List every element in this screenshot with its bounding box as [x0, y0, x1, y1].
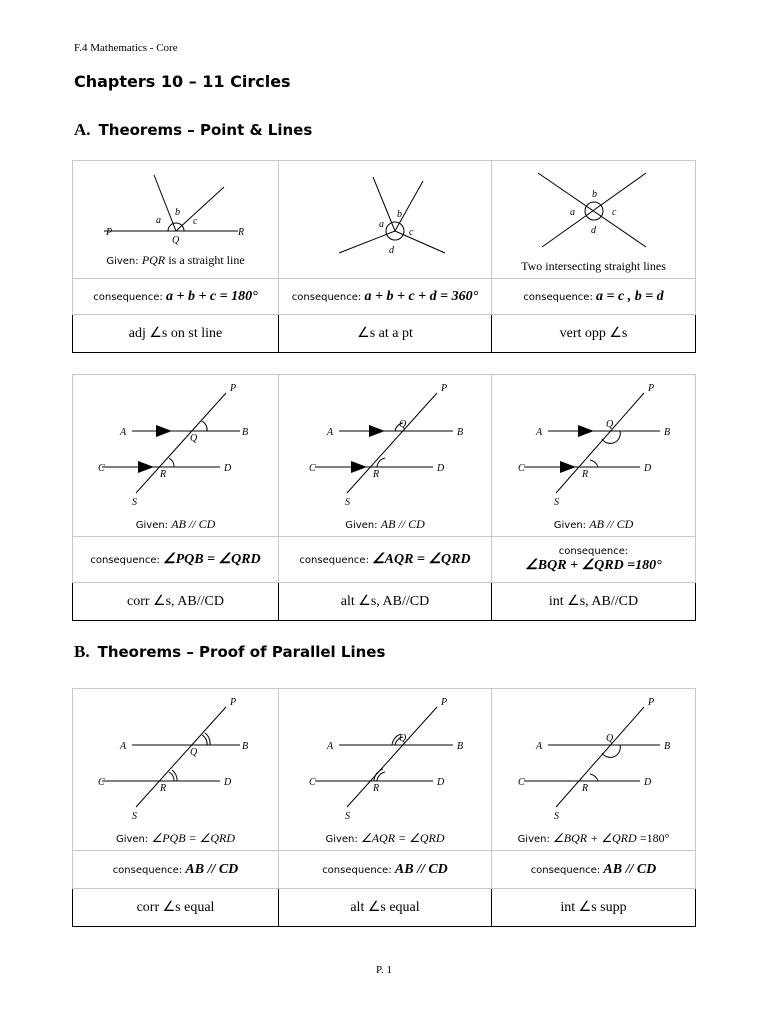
label-Q: Q [171, 235, 179, 246]
corresponding-angles-equal-diagram [76, 689, 276, 831]
figure-cell [279, 689, 492, 851]
given-text: Given: ∠AQR = ∠QRD [325, 831, 445, 845]
consequence-cell: consequence: AB // CD [492, 851, 696, 889]
page-number: P. 1 [376, 964, 392, 976]
figure-cell [73, 689, 279, 851]
label-R: R [373, 783, 380, 794]
alternate-angles-equal-diagram [285, 689, 485, 831]
label-d: d [389, 245, 394, 256]
label-P: P [441, 383, 448, 394]
theorem-name: corr ∠s, AB//CD [73, 583, 279, 621]
label-D: D [437, 777, 445, 788]
label-D: D [437, 463, 445, 474]
given-text: Given: ∠PQB = ∠QRD [115, 831, 236, 845]
consequence-cell: consequence: AB // CD [279, 851, 492, 889]
theorem-name: int ∠s supp [492, 889, 696, 927]
given-text: Given: PQR is a straight line [106, 253, 245, 267]
label-b: b [591, 189, 597, 200]
section-a-title: Theorems – Point & Lines [98, 121, 313, 139]
label-P: P [229, 383, 236, 394]
given-text: Given: AB // CD [135, 517, 216, 531]
label-a: a [155, 215, 161, 226]
proof-parallel-lines-table [72, 688, 696, 927]
angles-at-point-diagram [285, 161, 485, 261]
theorem-name: alt ∠s equal [279, 889, 492, 927]
label-R: R [373, 469, 380, 480]
label-C: C [97, 463, 105, 474]
label-c: c [409, 227, 414, 238]
label-P: P [441, 697, 448, 708]
label-D: D [223, 777, 231, 788]
label-D: D [223, 463, 231, 474]
label-A: A [119, 427, 126, 438]
adjacent-angles-diagram [76, 161, 276, 253]
label-a: a [569, 207, 575, 218]
figure-cell [73, 161, 279, 279]
label-d: d [590, 225, 596, 236]
consequence-cell: consequence: a + b + c = 180° [73, 279, 279, 315]
label-B: B [457, 427, 464, 438]
figure-cell [492, 161, 696, 279]
label-A: A [327, 427, 334, 438]
consequence-cell: consequence: ∠BQR + ∠QRD =180° [492, 537, 696, 583]
label-A: A [535, 741, 542, 752]
label-Q: Q [605, 419, 613, 430]
corresponding-angles-diagram [76, 375, 276, 517]
label-C: C [309, 777, 316, 788]
given-text: Given: AB // CD [345, 517, 425, 531]
label-D: D [643, 463, 651, 474]
label-R: R [581, 783, 588, 794]
figure-cell [73, 375, 279, 537]
label-Q: Q [605, 733, 613, 744]
label-b: b [397, 209, 402, 220]
label-Q: Q [189, 433, 197, 444]
label-A: A [327, 741, 334, 752]
label-R: R [237, 227, 244, 238]
label-B: B [663, 741, 670, 752]
consequence-cell: consequence: ∠AQR = ∠QRD [279, 537, 492, 583]
consequence-cell: consequence: ∠PQB = ∠QRD [73, 537, 279, 583]
alternate-angles-diagram [285, 375, 485, 517]
figure-cell [492, 689, 696, 851]
figure-cell [492, 375, 696, 537]
section-a-letter: A. [74, 120, 91, 139]
theorem-name: int ∠s, AB//CD [492, 583, 696, 621]
section-b-heading [74, 642, 385, 662]
label-C: C [517, 777, 525, 788]
given-text: Two intersecting straight lines [521, 259, 666, 273]
label-P: P [647, 697, 654, 708]
label-S: S [345, 811, 350, 822]
label-C: C [97, 777, 105, 788]
label-S: S [131, 497, 137, 508]
label-B: B [663, 427, 670, 438]
label-Q: Q [399, 733, 407, 744]
label-R: R [581, 469, 588, 480]
page-title: Chapters 10 – 11 Circles [74, 72, 291, 91]
given-text: Given: AB // CD [553, 517, 634, 531]
label-a: a [379, 219, 384, 230]
course-header: F.4 Mathematics - Core [74, 42, 178, 54]
label-B: B [457, 741, 464, 752]
label-A: A [119, 741, 126, 752]
figure-cell [279, 375, 492, 537]
label-C: C [309, 463, 316, 474]
consequence-cell: consequence: a + b + c + d = 360° [279, 279, 492, 315]
label-S: S [131, 811, 137, 822]
theorem-name: adj ∠s on st line [73, 315, 279, 353]
label-Q: Q [399, 419, 407, 430]
parallel-lines-angles-table [72, 374, 696, 621]
theorems-point-lines-table [72, 160, 696, 353]
consequence-cell: consequence: AB // CD [73, 851, 279, 889]
figure-cell [279, 161, 492, 279]
section-a-heading [74, 120, 312, 140]
label-A: A [535, 427, 542, 438]
label-b: b [174, 207, 180, 218]
label-D: D [643, 777, 651, 788]
label-Q: Q [189, 747, 197, 758]
label-P: P [105, 227, 112, 238]
label-c: c [192, 216, 197, 227]
label-P: P [229, 697, 236, 708]
label-B: B [241, 741, 248, 752]
label-R: R [159, 469, 166, 480]
section-b-letter: B. [74, 642, 90, 661]
label-P: P [647, 383, 654, 394]
theorem-name: vert opp ∠s [492, 315, 696, 353]
section-b-title: Theorems – Proof of Parallel Lines [97, 643, 386, 661]
vertically-opposite-angles-diagram [494, 161, 694, 259]
label-C: C [517, 463, 525, 474]
theorem-name: alt ∠s, AB//CD [279, 583, 492, 621]
interior-angles-supplementary-diagram [494, 689, 694, 831]
label-S: S [553, 497, 559, 508]
interior-angles-diagram [494, 375, 694, 517]
given-text: Given: ∠BQR + ∠QRD =180° [517, 831, 670, 845]
label-c: c [611, 207, 616, 218]
label-R: R [159, 783, 166, 794]
label-S: S [553, 811, 559, 822]
label-S: S [345, 497, 350, 508]
theorem-name: corr ∠s equal [73, 889, 279, 927]
consequence-cell: consequence: a = c , b = d [492, 279, 696, 315]
label-B: B [241, 427, 248, 438]
theorem-name: ∠s at a pt [279, 315, 492, 353]
